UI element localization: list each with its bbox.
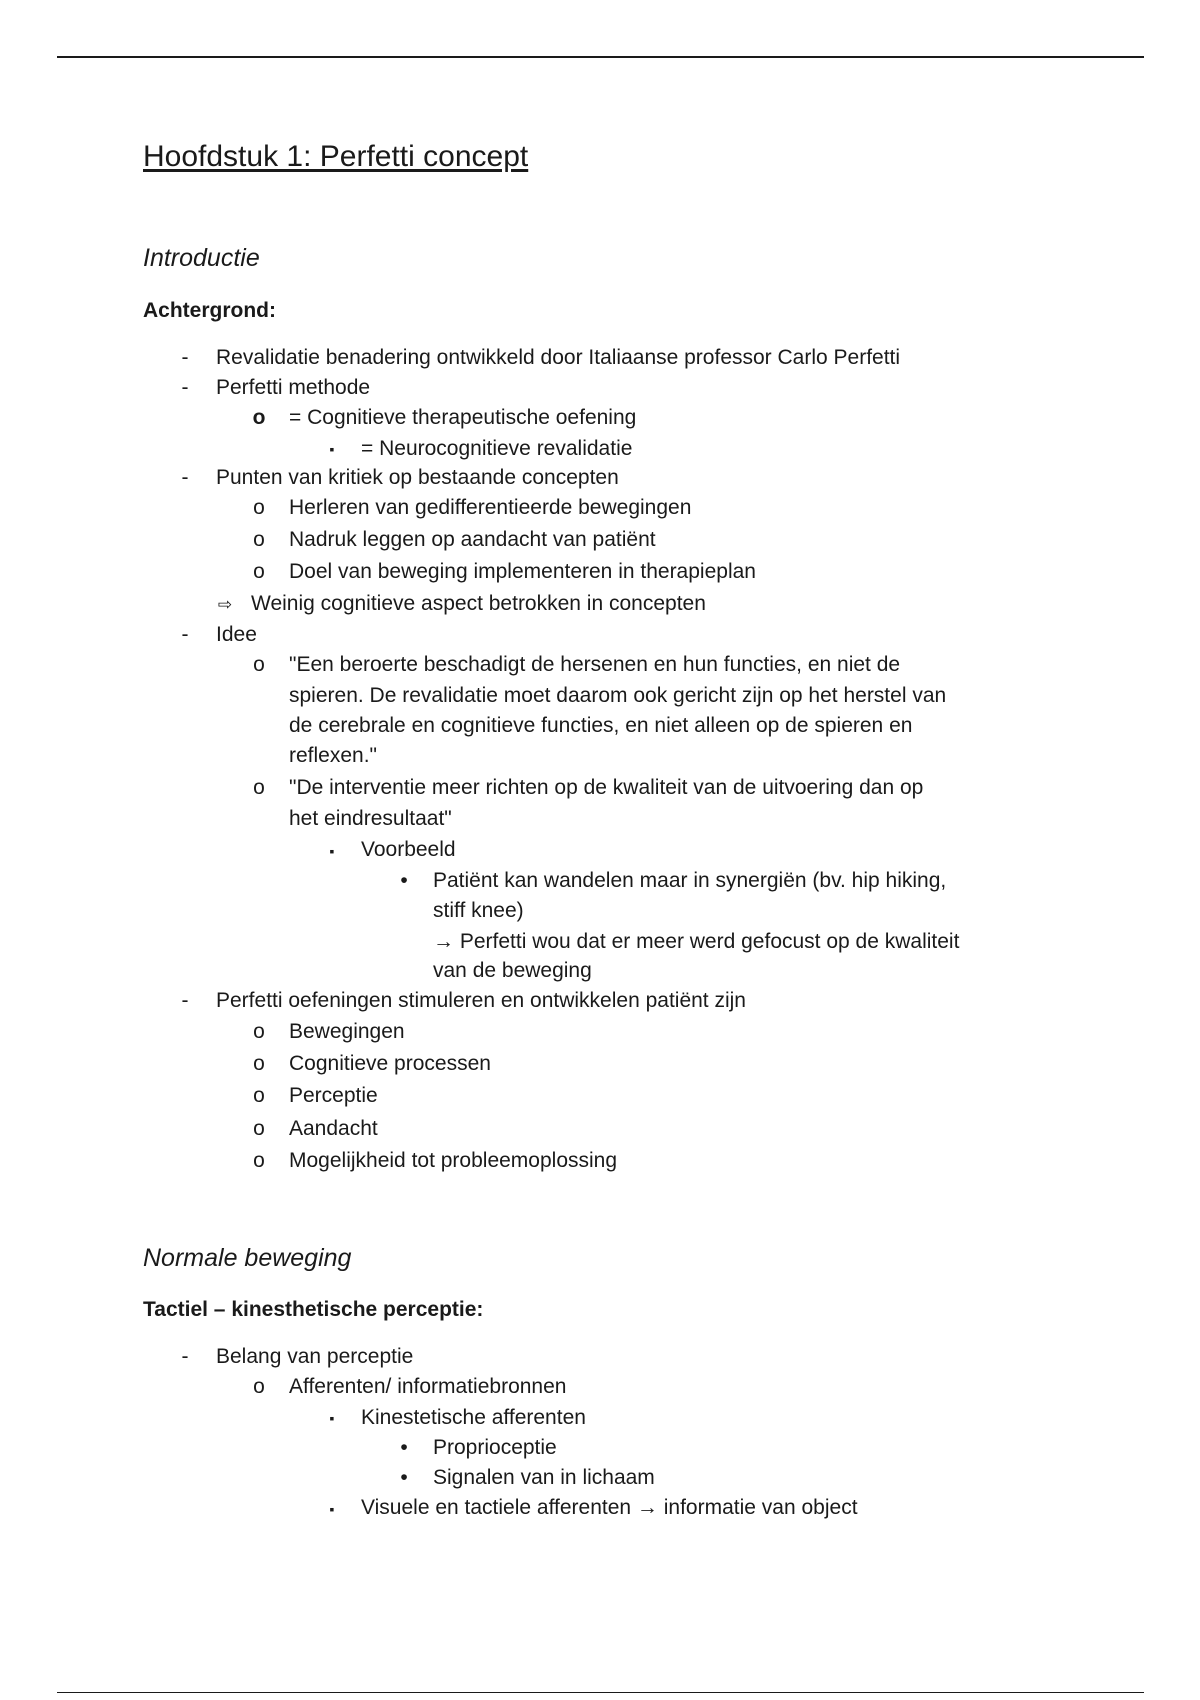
circle-marker: o — [253, 496, 265, 519]
bottom-rule — [57, 1692, 1144, 1693]
hollow-arrow-icon: ⇨ — [217, 595, 233, 614]
list-item: Doel van beweging implementeren in therapieplan — [289, 560, 756, 583]
list-item: Aandacht — [289, 1117, 378, 1140]
list-item: Perceptie — [289, 1084, 378, 1107]
list-item: Punten van kritiek op bestaande concepten — [216, 466, 619, 489]
circle-marker: o — [253, 1084, 265, 1107]
list-item: = Cognitieve therapeutische oefening — [289, 406, 637, 429]
list-item: Perfetti oefeningen stimuleren en ontwikkelen patiënt zijn — [216, 989, 746, 1012]
bullet-marker: • — [400, 1466, 408, 1489]
list-item: Idee — [216, 623, 257, 646]
list-item: Belang van perceptie — [216, 1345, 414, 1368]
square-marker: ▪ — [329, 1501, 335, 1517]
quote-line: het eindresultaat" — [289, 807, 452, 830]
circle-marker: o — [253, 1020, 265, 1043]
dash-marker: - — [181, 989, 189, 1012]
list-item: Signalen van in lichaam — [433, 1466, 655, 1489]
list-item: Perfetti methode — [216, 376, 371, 399]
list-item: = Neurocognitieve revalidatie — [361, 437, 633, 460]
subheading-tactiel: Tactiel – kinesthetische perceptie: — [143, 1298, 484, 1321]
list-item: stiff knee) — [433, 899, 524, 922]
square-marker: ▪ — [329, 1410, 335, 1426]
quote-line: de cerebrale en cognitieve functies, en niet alleen op de spieren en — [289, 714, 913, 737]
circle-marker: o — [253, 1117, 265, 1140]
circle-marker: o — [253, 528, 265, 551]
list-item: Revalidatie benadering ontwikkeld door Italiaanse professor Carlo Perfetti — [216, 346, 901, 369]
list-item: Patiënt kan wandelen maar in synergiën (bv. hip hiking, — [433, 869, 947, 892]
list-item: Mogelijkheid tot probleemoplossing — [289, 1149, 618, 1172]
bullet-marker: • — [400, 869, 408, 892]
list-item: → Perfetti wou dat er meer werd gefocust op de kwaliteit — [433, 930, 960, 953]
list-item: Proprioceptie — [433, 1436, 557, 1459]
dash-marker: - — [181, 1345, 189, 1368]
list-item: Nadruk leggen op aandacht van patiënt — [289, 528, 656, 551]
list-item: Voorbeeld — [361, 838, 456, 861]
circle-marker: o — [253, 653, 265, 676]
circle-marker: o — [253, 1052, 265, 1075]
list-item: Bewegingen — [289, 1020, 405, 1043]
circle-marker: o — [253, 776, 265, 799]
circle-marker: o — [252, 406, 266, 429]
list-item: Herleren van gedifferentieerde bewegingen — [289, 496, 692, 519]
dash-marker: - — [181, 376, 189, 399]
list-item: Weinig cognitieve aspect betrokken in concepten — [251, 592, 706, 615]
bullet-marker: • — [400, 1436, 408, 1459]
dash-marker: - — [181, 466, 189, 489]
square-marker: ▪ — [329, 441, 335, 457]
section-heading-normale-beweging: Normale beweging — [143, 1244, 352, 1272]
page-title: Hoofdstuk 1: Perfetti concept — [143, 140, 529, 173]
list-item: van de beweging — [433, 959, 592, 982]
circle-marker: o — [253, 1375, 265, 1398]
list-item: Afferenten/ informatiebronnen — [289, 1375, 567, 1398]
dash-marker: - — [181, 623, 189, 646]
circle-marker: o — [253, 560, 265, 583]
quote-line: spieren. De revalidatie moet daarom ook gericht zijn op het herstel van — [289, 684, 947, 707]
subheading-achtergrond: Achtergrond: — [143, 299, 276, 322]
dash-marker: - — [181, 346, 189, 369]
section-heading-introductie: Introductie — [143, 244, 260, 272]
list-item: Kinestetische afferenten — [361, 1406, 586, 1429]
quote-line: reflexen." — [289, 744, 377, 767]
list-item: Visuele en tactiele afferenten → informatie van object — [361, 1496, 858, 1519]
circle-marker: o — [253, 1149, 265, 1172]
square-marker: ▪ — [329, 843, 335, 859]
list-item: Cognitieve processen — [289, 1052, 491, 1075]
quote-line: "Een beroerte beschadigt de hersenen en hun functies, en niet de — [289, 653, 901, 676]
quote-line: "De interventie meer richten op de kwaliteit van de uitvoering dan op — [289, 776, 924, 799]
